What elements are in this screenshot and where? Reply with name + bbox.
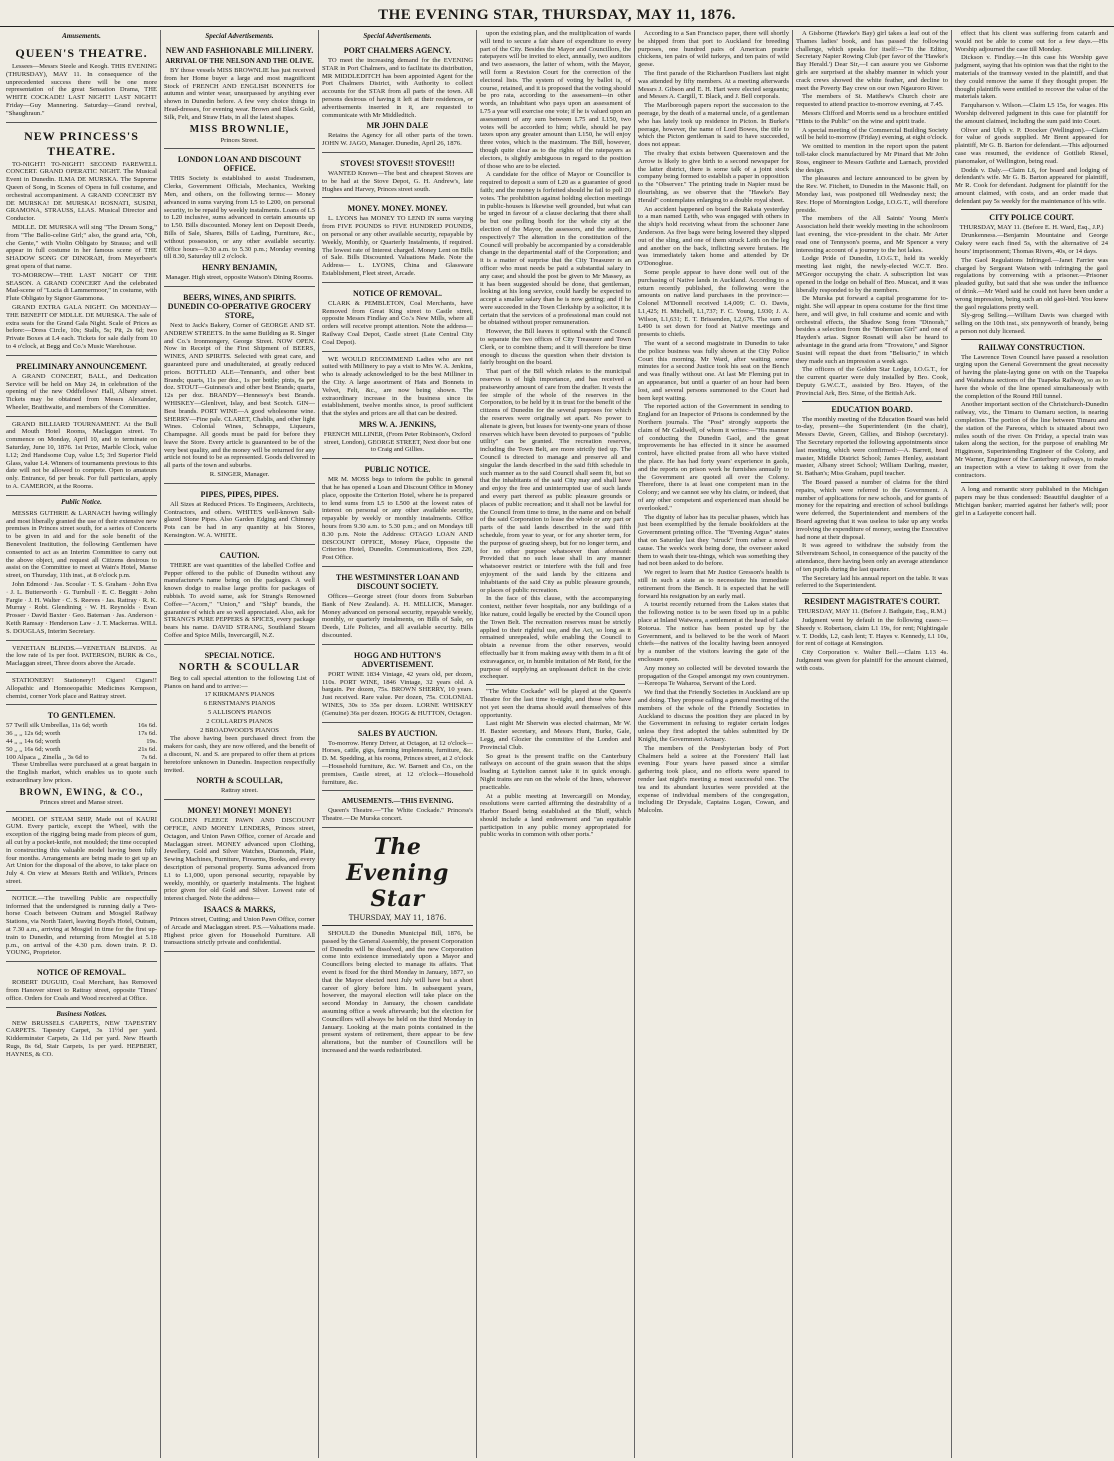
advert-blinds [6,643,157,673]
advert-title: MONEY! MONEY! MONEY! [187,806,292,816]
advertiser-name: HENRY BENJAMIN, [202,263,277,273]
advertiser-name: ISAACS & MARKS, [203,904,276,914]
price-label: 57 Twill silk Umbrellas, 11s 6d; worth [6,722,108,730]
price-label: 36 ,, ,, 12s 6d; worth [6,730,61,738]
price-value: 21s 6d. [137,745,157,753]
advertiser-name: MR JOHN DALE [366,121,429,131]
report-paragraph: The Board passed a number of claims for the third repairs, which were referred to the Government. A number of applications for new schools, and for grants of money for the repairing and erection of school buildings were deferred, the Superintendent and members of the Board agreeing that it was useless to take up any works involving the expenditure of money, seeing the Executive had none at their disposal. [796,479,948,541]
advert-title: PIPES, PIPES, PIPES. [200,489,279,499]
advert-title: PRELIMINARY ANNOUNCEMENT. [16,361,147,371]
advert-westminster [322,569,473,645]
advert-title: NEW AND FASHIONABLE MILLINERY. [165,46,314,55]
section-heading: Special Advertisements. [205,32,274,40]
price-label: 44 ,, ,, 14s 6d; worth [6,737,61,745]
advert-body: Next to Jack's Bakery, Corner of GEORGE AND ST. ANDREW STREETS. In the same Building as R. Singer and Co.'s Ironmongery, George Street. NOW OPEN. Now in Receipt of the First Shipment of BEERS, WINES, AND SPIRITS. Selected with great care, and guaranteed pure and unadulterated, at greatly reduced prices. BOTTLED ALE—Tennant's, and other best Brands; quarts, 11s per doz., 1s per bottle; pints, 6s per doz. STOUT—Guinness's and other best Brands; quarts, 12s per doz. BRANDY—Hennessy's best Brands. WHISKEY—Glenlivet, Islay, and best Scotch. GIN—Best brands. PORT WINE—A good wholesome wine. SHERRY—Fine pale. CLARET, Chablis, and other light Wines. Colonial Wines, Schnapps, Liqueurs, Champagne. All goods must be paid for before they leave the Store. Every article is guaranteed to be of the very best quality, and the money will be returned for any article not found to be as represented. Goods delivered in all parts of the town and suburbs. [164,321,315,470]
section-heading: Business Notices. [56,1009,107,1018]
price-label: 50 ,, ,, 16s 6d; worth [6,745,61,753]
advert-title: NOTICE OF REMOVAL. [36,968,127,978]
report-paragraph: City Corporation v. Walter Bell.—Claim L13 4s. Judgment was given for plaintiff for the amount claimed, with costs. [796,649,948,672]
news-item: The members of the Presbyterian body of Port Chalmers held a soiree at the Foresters' Hall last evening. Four years have passed since a similar gathering took place, and no efforts were spared to render last night's meeting a most successful one. The tea and its abundant luxuries were provided at the expense of individual members of the congregation, including Dr Drysdale, Captains Logan, Cowan, and Malcolm. [638,744,789,815]
section-heading: Special Advertisements. [363,32,432,40]
divider [486,684,625,685]
advert-moss [322,461,473,567]
report-paragraph: The Gaol Regulations Infringed.—Janet Farrier was charged by Sergeant Watson with infringing the gaol regulations by conversing with a prisoner.—Prisoner pleaded guilty, but said that she was under the influence of drink.—Mr Ward said he could not have been under a wrong impression, being such an old gaol-bird. You knew the gaol regulations pretty well. [955,256,1108,311]
price-row [6,722,157,730]
advert-body: Lessees—Messrs Steele and Keogh. THIS EVENING (THURSDAY), MAY 11. In consequence of the unprecedented success there will be one more representation of the great Sensation Drama, THE WHITE COCKADE! LAST NIGHT! LAST NIGHT! Friday—Guy Mannering. Saturday—Grand revival, "Shaughraun." [6,63,157,117]
advert-title: AMUSEMENTS.—THIS EVENING. [341,797,454,806]
advertiser-address: FRENCH MILLINER, (From Peter Robinson's, Oxford street, London), GEORGE STREET, Next door but one to Craig and Gillies. [323,430,472,454]
divider [961,482,1102,483]
news-item: We find that the Friendly Societies in Auckland are up and doing. They propose calling a general meeting of the members of the whole of the Friendly Societies in Auckland to discuss the position they are placed in by the Government in refusing to register certain lodges unless they first adopted the tables submitted by Dr Knight, the Government Actuary. [638,689,789,743]
advert-body: TO-NIGHT! TO-NIGHT! SECOND FAREWELL CONCERT. GRAND OPERATIC NIGHT. The Musical Event in Dunedin. ILMA DE MURSKA. The Supreme Queen of Song, in Scenes of Opera in full costume, and orchestral accompaniment. A GRAND CONCERT BY DE MURSKA! DE MURSKA! ROSNATI, SUSINI, GRAMONA, STRAUSS, LLAS. Musical Director and Conductor. [6,160,157,223]
news-item: The dignity of labor has its peculiar phases, which has just been exemplified by the female bookfolders at the Government printing office. The "Evening Argus" states that on Saturday last they "struck" from rather a novel cause. The week's work being done, the overseer asked them to wash their tea-things, which was something they had not been asked to do before. [638,513,789,568]
price-value: 19s. [146,737,157,745]
price-value: 17s 6d. [137,730,157,738]
news-item: A special meeting of the Commercial Building Society will be held to-morrow (Friday) evening, at eight o'clock. [796,126,948,142]
advertiser-name: NORTH & SCOULLAR [178,661,301,673]
news-item: So great is the present traffic on the Canterbury railways on account of the grain season that the ships loading at Lyttelton cannot take it in quick enough. Night trains are run on the whole of the lines, wherever practicable. [480,752,631,791]
court-subheading: THURSDAY, MAY 11. (Before J. Bathgate, Esq., R.M.) [797,608,947,616]
news-item: De Murska put forward a capital programme for to-night. She will appear in opera costume for the first time here, and will give, in full costume and scenic and with orchestral effects, the Shadow Song from "Dinorah," besides a selection from the "Bohemian Girl" and one of Hayden's arias. Signor Rosnati will also be heard to advantage in the grand aria from "Trovatore," and Signor Susini will repeat the duet from "Belisario," in which they made such an impression a week ago. [796,295,948,365]
advert-body: MODEL OF STEAM SHIP, Made out of KAURI GUM. Every particle, except the Wheel, with the exception of the rigging being made from pieces of gum, all cut by a pocket-knife, not moulded; the time occupied in constructing this valuable model having been fully four months. Arrangements are being made to get up an Art Union for the disposal of the above, to take place on July 4. On view at Messrs Reith and Wilkie's, Princes street. [6,815,157,885]
editorial-paragraph: In the face of this clause, with the accompanying context, neither fever hospitals, nor any buildings of a like nature, could legally be erected by the Council upon the Town Belt. The recreation reserves must be strictly applied to their rightful use, and the Act, so long as it remained unrepealed, while enabling the Council to obtain a revenue from the other reserves, would effectually bar it from making away with them in a fit of extravagance, or, in humble imitation of Mr Reid, for the purpose of supplying an unpleasant deficit in the civic exchequer. [480,595,631,681]
advert-body: BY those vessels MISS BROWNLIE has just received from her Home buyer a large and most magnificent Stock of FRENCH AND ENGLISH BONNETS for autumn and winter wear, unsurpassed by anything ever shown in Dunedin before. A few very choice things in Head-dresses, for evening wear. Brown and Black Gold, Silk, Felt, and Straw Hats, in all the latest shapes. [164,67,315,121]
advert-pipes [164,486,315,545]
advert-body: MR M. MOSS begs to inform the public in general that he has opened a Loan and Discount Office in Money place, opposite the Criterion Hotel, where he is prepared to lend sums from L5 to L500 at the lowest rates of interest on personal or any other available security, repayable by weekly or monthly instalments. Office hours from 9.30 a.m. to 5.30 p.m.; and on Mondays till 8.30 p.m. Note the Address: OTAGO LOAN AND DISCOUNT OFFICE, Money Place, Opposite the Criterion Hotel, Dunedin. Communications, Box 220, Post Office. [322,476,473,562]
advert-body: L. LYONS has MONEY TO LEND IN sums varying from FIVE POUNDS to FIVE HUNDRED POUNDS, on personal or any other available security, repayable by Weekly, Monthly, or Quarterly Instalments, if required. The lowest rate of Interest charged. Money Lent on Bills of Sale. Bills Discounted. Valuations Made. Note the Address— L. LYONS, China and Glassware Establishment, Fleet street, Arcade. [322,215,473,277]
news-item: The reported action of the Government in sending to England for an Inspector of Prisons is condemned by the Northern journals. The "Post" strongly supports the claim of Mr Caldwell, of whom it writes:—"His manner of conducting the Dunedin Gaol, and the great improvements he has effected in it since he assumed control, have elicited praise from all who have visited the place. He has had forty years' experience in gaols, and the reports on prison work he furnishes annually to the Government are quoted all over the Colony. Therefore, there is at least one competent man in the Colony; and we cannot see why his claim, or indeed, that of any other competent and experienced man should be overlooked." [638,403,789,512]
advert-body: STATIONERY! Stationery!! Cigars! Cigars!! Allopathic and Homoeopathic Medicines Kempson, chemist, corner York place and Rattray street. [6,677,157,700]
news-item: Any money so collected will be devoted towards the propagation of the Gospel amongst my own countrymen.—Kereopa Te Waharoa, Servant of the Lord. [638,664,789,688]
report-paragraph: It was agreed to withdraw the subsidy from the Silverstream School, in consequence of the paucity of the attendance, there having been only an average attendance of ten pupils during the last quarter. [796,542,948,573]
advert-body: All Sizes at Reduced Prices. To Engineers, Architects, Contractors, and others. WHITE'S well-known Salt-glazed Stone Pipes. Also Garden Edging and Chimney Pots can be had in any quantity at his Stores, Kensington. W. A. WHITE. [164,500,315,540]
column-1 [3,30,161,1458]
advert-billiards [6,419,157,496]
advert-body: The above having been purchased direct from the makers for cash, they are now offered, and the benefit of a discount, N. and S. are prepared to offer them at prices heretofore unknown in Dunedin. Inspection respectfully invited. [164,735,315,774]
advert-body: TO meet the increasing demand for the EVENING STAR in Port Chalmers, and to facilitate its distribution, MR MIDDLEDITCH has been appointed Agent for the Port Chalmers District, with Authority to collect accounts for the STAR from all parts of the town. All persons desirous of having it left at their residences, or advertisements inserted in it, are requested to communicate with Mr Middleditch. [322,57,473,119]
advert-body: MDLLE. DE MURSKA will sing "The Dream Song," from "The Ballo-celine Girl;" also, the grand aria, "Oh, che Gente," with Violin Obligato by Strauss; and will appear in full costume in her famous scene of THE SHADOW SONG OF DINORAH, from Meyerbeer's great opera of that name. [6,223,157,270]
column-4 [477,30,635,1458]
news-item: The members of the All Saints' Young Men's Association held their weekly meeting in the schoolroom last evening, the vice-president in the chair. Mr Arter read one of Tennyson's poems, and Mr Spencer a very interesting account of a journey to the hot lakes. [796,215,948,254]
price-row [6,738,157,746]
advert-body: GRAND EXTRA GALA NIGHT. On MONDAY—THE BENEFIT OF MDLLE. DE MURSKA. The sale of extra seats for the Grand Gala Night. Scale of Prices as before:—Dress Circle, 10s; Stalls, 5s; Pit, 2s 6d; two Private Boxes at L4 each. Tickets for sale daily from 10 to 4 o'clock, at Begg and Co.'s Music Warehouse. [6,303,157,350]
advert-model-ship [6,814,157,891]
advert-removal [6,964,157,1007]
editorial-paragraph: A candidate for the office of Mayor or Councillor is required to deposit a sum of L20 as a guarantee of good faith; and the money is forfeited should he fail to poll 20 votes. The prohibition against holding election meetings in public-houses is likewise well grounded, but what can be urged in favour of a clause declaring that there shall be but one polling booth for the whole city at the election of the Mayor, the assessors, and the auditors, respectively? The alteration in the constitution of the Council will probably be accompanied by a considerable change in the departmental staff of the Corporation; and it is a matter of surprise that the City Treasurer is an officer who must needs be paid a substantial salary in any case; and should the post be given to Mr Massey, as it has been suggested should be done, that gentleman, looking at his long service, could hardly be expected to accept a smaller salary than he is now getting; and if he were succeeded in the Town Clerkship by a solicitor, it is certain that the services of a professional man could not be obtained without proper remuneration. [480,171,631,327]
advert-body: THERE are vast quantities of the labelled Coffee and Pepper offered to the public of Dunedin without any manufacturer's name being on the packages. A well known dodge to realise large profits for packages of rubbish. To avoid same, ask for Strang's Renowned Coffee—"Acorn," "Union," and "Ship" brands, the guarantee of which are so well appreciated. Also, ask for STRANG'S PURE PEPPERS & SPICES, every package bears his name. DAVID STRANG, Southland Steam Coffee and Spice Mills, Invercargill, N.Z. [164,561,315,640]
advert-title: THE WESTMINSTER LOAN AND DISCOUNT SOCIETY. [335,573,460,592]
divider [802,401,942,402]
section-heading: RAILWAY CONSTRUCTION. [978,342,1085,352]
news-item: The rivalry that exists between Queenstown and the Arrow is likely to give birth to a second newspaper for the latter district, there is some talk of a joint stock company being formed to establish a paper in opposition to the "Observer." The printing trade in Napier must be flourishing, as we observe that the "Hawke's Bay Herald" contemplates enlarging to a double royal sheet. [638,149,789,204]
piano-item: 6 ERNSTMAN'S PIANOS [203,700,276,708]
advert-body: These Umbrellas were purchased at a great bargain in the English market, which enables us to quote such extraordinary low prices. [6,761,157,784]
advert-body: MESSRS GUTHRIE & LARNACH having willingly and most liberally granted the use of their extensive new premises in Princes street south, for a series of Concerts to be given in aid and for the sole benefit of the Benevolent Institution, the following Gentlemen have consented to act as an Interim Committee to carry out the above object, and request all Citizens desirous to assist on the Committee to meet at Wain's Hotel, Manse street, on Thursday, 11th inst., at 8 o'clock p.m. [6,509,157,580]
advert-body: ROBERT DUGUID, Coal Merchant, has Removed from Hanover street to Rattray street, opposite 'Times' office. Orders for Coals and Wood received at Office. [6,979,157,1002]
advert-body: A GRAND CONCERT, BALL, and Dedication Service will be held on May 24, in celebration of the opening of the new Oddfellows' Hall, Albany street. Tickets may be obtained from Messrs Alexander, Wheeler, Braithwaite, and members of the Committee. [6,372,157,411]
advert-title: STOVES! STOVES!! STOVES!!! [340,158,455,168]
advert-title: PORT CHALMERS AGENCY. [343,46,452,55]
advertiser-name: BROWN, EWING, & CO., [19,786,144,797]
advertiser-address: Princes street and Manse street. [39,798,124,806]
advert-body: VENETIAN BLINDS.—VENETIAN BLINDS. At the low rate of 1s per foot. PATERSON, BURK & Co., Maclaggan street, Three doors above the Arcade. [6,644,157,668]
advert-title: PUBLIC NOTICE. [364,465,431,475]
news-item: The first parade of the Richardson Fusiliers last night was attended by fifty members. At a meeting afterwards Messrs J. Gibson and E. H. Hart were elected sergeants; and Messrs A. Cargill, T. Black, and J. Bell corporals. [638,69,789,101]
advert-title: TO GENTLEMEN. [47,711,116,721]
section-heading: RESIDENT MAGISTRATE'S COURT. [804,597,940,607]
news-item: "The White Cockade" will be played at the Queen's Theatre for the last time to-night, and those who have not yet seen the drama should avail themselves of this opportunity. [480,688,631,719]
column-6 [793,30,952,1458]
advert-body: TO-MORROW—THE LAST NIGHT OF THE SEASON. A GRAND CONCERT And the celebrated Mad-scene of "Lucia di Lammermoor," in costume, with Flute Obligato by Signor Giammona. [6,271,157,303]
advertiser-address: Princes Street. [220,136,259,144]
amusements-listing [322,793,473,828]
advert-stationery [6,675,157,705]
newspaper-title: The Evening Star [346,833,449,912]
advertiser-name: MISS BROWNLIE, [189,123,290,135]
news-item: Messrs Clifford and Morris send us a brochure entitled "Hints to the Public" on the wine and spirit trade. [796,109,948,125]
advert-money [322,200,473,282]
news-item: The members of St. Matthew's Church choir are requested to attend practice to-morrow evening, at 7.45. [796,93,948,109]
section-heading: Public Notice. [61,497,102,506]
advertiser-address: Manager. High street, opposite Watson's Dining Rooms. [165,274,314,282]
section-heading: Amusements. [62,32,101,40]
section-heading: EDUCATION BOARD. [831,404,913,414]
advert-body: WANTED Known—The best and cheapest Stoves are to be had at the Stove Depot, G. H. Andrew's, late Hughes and Harvey, Princes street south. [322,169,473,193]
advert-title: BEERS, WINES, AND SPIRITS. DUNEDIN CO-OPERATIVE GROCERY STORE, [167,292,312,320]
editorial-paragraph: However, the Bill leaves it optional with the Council to separate the two offices of City Treasurer and Town Clerk, or to combine them; and it will therefore be time enough to discuss the question when their division is fairly brought on the board. [480,328,631,367]
news-item: The pleasures and lecture announced to be given by the Rev. W. Fitchett, to Dunedin in the Masonic Hall, on Monday last, was postponed till Wednesday next; the Rev. Hope of Mornington Lodge, I.O.G.T., will therefore preside. [796,175,948,214]
advert-title: HOGG AND HUTTON'S ADVERTISEMENT. [354,650,441,669]
advert-coal-removal [322,285,473,352]
advert-umbrellas [6,707,157,811]
price-row [6,754,157,762]
news-item: We omitted to mention in the report upon the patent toll-take clock manufactured by Mr Pinard that Mr John Ross, engineer to Messrs Guthrie and Larnach, provided the design. [796,143,948,174]
advertiser-name: NORTH & SCOULLAR, [196,776,283,786]
advert-title: CAUTION. [219,550,260,560]
advert-body: GOLDEN FLEECE PAWN AND DISCOUNT OFFICE, AND MONEY LENDERS, Princes street, Octagon, and Union Pawn Office, corner of Arcade and Maclaggan street. MONEY advanced upon Clothing, Jewellery, Gold and Silver Watches, Diamonds, Plate, Sewing Machines, Furniture, Firearms, Books, and every description of personal property. Sums advanced from L1 to L1,000, upon personal security, repayable by weekly, monthly, or quarterly instalments. The highest price given for old Gold and Silver. Lowest rate of interest charged. Note the address— [164,817,315,903]
advert-body: PORT WINE 1834 Vintage, 42 years old, per dozen, 110s. PORT WINE, 1846 Vintage, 32 years old. A bargain. Per dozen, 75s. BROWN SHERRY, 10 years. Just received. Rare value. Per dozen, 75s. COLONIAL WINES, 30s to 35s per dozen. LORNE WHISKEY (Genuine) 36s per dozen. HOGG & HUTTON, Octagon. [322,670,473,717]
editorial-paragraph: That part of the Bill which relates to the municipal reserves is of high importance, and has received a praiseworthy amount of care from the drafter. It vests the fee simple of the whole of the reserves in the Corporation, to be held by it in trust for the benefit of the citizens of Dunedin for the several purposes for which the reserves were originally set apart. No power to alienate is given, but leases for twenty-one years of those reserves which have been devoted to purposes of "public utility" can be granted. The recreation reserves, including the Town Belt, are more strictly tied up. The Council is directed to manage and preserve all and singular the lands described in the said fifth schedule in such manner as to the said Council shall seem fit, but so that the inhabitants of the said City may and shall have and enjoy the free and uninterrupted use of such lands and every part thereof as public pleasure grounds or places of public recreation; and it shall not be lawful for the Council from time to time, in the name and on behalf of the said Corporation to lease the whole or any part or parts of the said lands described in the said fifth schedule, from year to year, or for any shorter term, for the purpose of grazing sheep, but for no longer term, and for no other purpose whatsoever than aforesaid: Provided that no such lease shall in any manner whatsoever restrict or interfere with the full and free enjoyment of the said lands by the citizens and inhabitants of the said City as public pleasure grounds, or places of public recreation. [480,368,631,594]
news-item: A Gisborne (Hawke's Bay) girl takes a leaf out of the Thames ladies' book, and has passed the following challenge, which speaks for itself:—"To the Editor, Secretary Napier Rowing Club (per favor of the 'Hawke's Bay Herald.') Dear Sir,—I can assure you we Gisborne girls are surprised at the shabby manner in which your crack crews showed the white feather, and decline to meet the Poverty Bay crew on our own Ngauroro River. [796,30,948,92]
editorial-paragraph: SHOULD the Dunedin Municipal Bill, 1876, be passed by the General Assembly, the present Corporation of Dunedin will be dissolved, and the new Corporation come into existence immediately upon a Mayor and Councillors being elected to manage its affairs. That event is fixed for the third Monday in January, 1877, so that the Mayor elected next July will have but a short career of glory before him. In subsequent years, however, the mayoral election will take place on the second Monday in January, the chosen candidate assuming office a week afterwards; but the election for Councillors will always be held on the third Monday in January. Looking at the main points contained in the present system of retirement, there appear to be few alterations, but the number of Councillors will be increased and the wards redistributed. [322,929,473,1054]
news-item: An accident happened on board the Rakaia yesterday to a man named Leith, who was engaged with others in the ship's hold receiving wheat from the schooner Jane Anderson. As five bags were being lowered they slipped out of the sling, and one of them struck Leith on the leg and another on the back, inflicting severe bruises. He was immediately taken home and attended by Dr O'Donoghue. [638,205,789,268]
committee-names: John Edmond · Jas. Scoular · T. S. Graham · John Eva · J. L. Butterworth · G. Turnbull · E. C. Beggitt · John Fargie · J. H. Walter · C. S. Reeves · Jas. Rattray · R. K. Murray · Robt. Glendining · W. H. Reynolds · Evan Prosser · David Baxter · Geo. Bateman · Jas. Anderson · Keith Ramsay · Henderson Law · J. T. Mackerras. WILL S. DOUGLAS, Interim Secretary. [6,581,157,635]
news-item: According to a San Francisco paper, there will shortly be shipped from that port to Auckland for breeding purposes, one hundred pairs of American prairie chickens, ten pairs of wild turkeys, and ten pairs of wild geese. [638,30,789,69]
advert-body: NEW BRUSSELS CARPETS, NEW TAPESTRY CARPETS. Tapestry Carpet, 3s 11½d per yard. Kidderminster Carpets, 2s 11d per yard. New Hearth Rugs, 8s 6d, Stair Carpets, 1s per yard. HEPBERT, HAYNES, & CO. [6,1019,157,1058]
column-3 [319,30,477,1458]
report-paragraph: Dodds v. Daly.—Claim L6, for board and lodging of defendant's wife. Mr G. B. Barton appeared for plaintiff, Mr R. Cook for defendant. Judgment for plaintiff for the amount claimed, with costs, and an order made that defendant pay 5s weekly for the maintenance of his wife. [955,166,1108,205]
piano-item: 2 BROADWOOD'S PIANOS [200,726,279,734]
advert-body: To-morrow. Henry Driver, at Octagon, at 12 o'clock—Horses, cattle, gigs, farming implements, furniture, &c. D. M. Spedding, at his rooms, Princes street, at 2 o'clock—Household furniture, &c. W. Barnett and Co., on the premises, Castle street, at 12 o'clock—Household furniture, &c. [322,739,473,786]
columns [3,30,1111,1458]
column-5 [635,30,793,1458]
advert-pianos [164,647,315,800]
news-item: At a public meeting at Invercargill on Monday, resolutions were carried affirming the desirability of a Harbor Board being established at the Bluff, which should include a land endowment and "an equitable participation in any public money appropriated for public works in common with other ports." [480,792,631,839]
advert-title: NEW PRINCESS'S THEATRE. [24,128,139,158]
report-paragraph: effect that his client was suffering from catarrh and would not be able to come out for a few days.—His Worship adjourned the case till Monday. [955,30,1108,53]
editorial-paragraph: upon the existing plan, and the multiplication of wards will tend to secure a fair share of expenditure to every part of the City. Besides the Mayor and Councillors, the ratepayers will be invited to elect, annually, two auditors and two assessors, the latter of whom, with the Mayor, will form a Revision Court for the correction of the electoral lists. The system of voting by ballot is, of course, retained, and it is proposed that the voting should be pro rata, according to the assessment—in other words, an inhabitant who pays upon an assessment of L75 a year will exercise one vote; if he is valued upon an assessment of any sum between L75 and L150, two votes will be accorded to him; while, should he pay taxes upon any greater amount than L150, he will enjoy three votes, which is the maximum. The Bill, however, though quite clear as to the rights of the ratepayers as electors, is slightly ambiguous in regard to the position of those who are to be elected. [480,30,631,170]
advert-subtitle: ARRIVAL OF THE NELSON AND THE OLIVE. [165,57,314,65]
advert-princess-theatre [6,125,157,356]
report-paragraph: Drunkenness.—Benjamin Mountaine and George Oakey were each fined 5s, with the alternative of 24 hours' imprisonment; Thomas Rivers, 40s, or 14 days. [955,232,1108,255]
price-row [6,746,157,754]
report-paragraph: Dickson v. Findlay.—In this case his Worship gave judgment, saying that his opinion was that the right to the materials of the tramway vested in the plaintiff, and that they could remove the same if they thought proper. He thought plaintiffs were entitled to recover the value of the materials taken. [955,54,1108,101]
report-paragraph: The Lawrence Town Council have passed a resolution urging upon the General Government the great necessity of having the plate-laying gone on with on the Tuapeka and Waitahuna sections of the Tuapeka Railway, so as to have the whole of the line opened simultaneously with the completion of the Round Hill tunnel. [955,353,1108,400]
advert-title: QUEEN'S THEATRE. [15,46,148,60]
news-item: The want of a second magistrate in Dunedin to take the police business was fully shown at the City Police Court this morning. Mr Ward, after waiting some minutes for a second Justice took his seat on the Bench and was finally without one. At last Mr Fleming put in an appearance, but until a quarter of an hour had been lost, and several persons summoned to the Court had been kept waiting. [638,340,789,402]
news-item: Some people appear to have done well out of the purchasing of Native lands in Auckland. According to a return recently published, the following were the amounts on native land purchases in the province:— Colonel M'Donnell received L4,009; C. O. Davis, L1,425; H. Mitchell, L1,737; F. C. Young, L930; J. A. Wilson, L1,631; E. T. Brissenden, L2,676. The sum of L490 is set down for food at Native meetings and presents to chiefs. [638,268,789,339]
news-item: Last night Mr Sherwin was elected chairman, Mr W. H. Baxter secretary, and Messrs Hunt, Burke, Gale, Legg, and Glozier the committee of the London and Provincial Club. [480,720,631,751]
report-paragraph: Sly-grog Selling.—William Davis was charged with selling on the 10th inst., six pennyworth of brandy, being a person not duly licensed. [955,312,1108,335]
advert-body: THIS Society is established to assist Tradesmen, Clerks, Government Officials, Mechanics, Working Men, and others, on the following terms:— Money advanced in sums varying from L5 to L200, on personal security, to be repaid by weekly instalments. Loans of L5 to L20 inclusive, sums advanced in certain amounts up to L50. Bills discounted. Money lent on Deposit Deeds, Bills of Sale, Shares, Bills of Lading, Furniture, &c., without possession, or any other available security. Office hours—9.30 a.m. to 5.30 p.m.; Monday evening till 8.30, Saturday till 2 o'clock. [164,175,316,261]
advert-body: WE WOULD RECOMMEND Ladies who are not suited with Millinery to pay a visit to Mrs W. A. Jenkins, who is already acknowledged to be the best Milliner in the City. A large assortment of Hats and Bonnets in Velvet, Felt, &c., are now being shown. The extraordinary increase in the business since its establishment, twelve months since, is proof sufficient that the styles and prices are all that can be desired. [322,355,473,418]
advert-body: CLARK & PEMBLETON, Coal Merchants, have Removed from Great King street to Castle street, opposite Messrs Findlay and Co.'s New Mills, where all orders will receive prompt attention. Note the address— Railway Coal Depot, Castle street (Late Central City Coal Depot). [322,299,473,346]
advert-loan-office [164,151,315,287]
issue-date: THURSDAY, MAY 11, 1876. [322,914,473,926]
divider [802,593,942,594]
report-paragraph: Oliver and Ulph v. P. Doocker (Wellington).—Claim for value of goods supplied. Mr Brent appeared for plaintiff, Mr G. B. Barton for defendant.—This adjourned case was resumed, the evidence of Gottlieb Riesel, pianomaker, of Wellington, being read. [955,126,1108,165]
news-item: Lodge Pride of Dunedin, I.O.G.T., held its weekly meeting last night, the newly-elected W.C.T. Bro. M'Gregor occupying the chair. A subscription list was opened in the lodge on behalf of Bro. Muscat, and it was liberally responded to by the members. [796,255,948,294]
advertiser-address: Rattray street. [221,787,258,795]
advert-millinery [164,42,315,149]
court-subheading: THURSDAY, MAY 11. (Before E. H. Ward, Esq., J.P.) [959,223,1104,231]
report-paragraph: Judgment went by default in the following cases:—Sheedy v. Robertson, claim L1 19s, for rent; Nightingale v. T. Dodds, L2, cash lent; T. Hayes v. Kennedy, L1 10s, for rent of cottage at Kensington. [796,616,948,648]
divider [961,339,1102,340]
advert-body: Queen's Theatre.—"The White Cockade." Princess's Theatre.—De Murska concert. [322,807,473,823]
advert-queens-theatre [6,42,157,123]
advert-body: Beg to call special attention to the following List of Pianos on hand and to arrive:— [164,674,315,690]
advert-body: Retains the Agency for all other parts of the town. JOHN W. JAGO, Manager. Dunedin, April 26, 1876. [322,132,473,148]
piano-item: 17 KIRKMAN'S PIANOS [204,691,275,699]
advertiser-name: R. SINGER, Manager. [209,471,270,479]
page-header [0,0,1114,27]
advert-grocery [164,289,315,484]
advert-pawn-office [164,802,315,952]
advert-jenkins [322,354,473,460]
price-value: 16s 6d. [137,722,157,730]
report-paragraph: The Secretary laid his annual report on the table. It was referred to the Superintendent. [796,574,948,590]
advert-title: MONEY. MONEY. MONEY. [347,204,448,214]
advert-title: NOTICE OF REMOVAL. [352,288,443,298]
advertiser-name: MRS W. A. JENKINS, [359,419,436,429]
advert-title: LONDON LOAN AND DISCOUNT OFFICE. [177,155,302,174]
report-paragraph: The monthly meeting of the Education Board was held to-day, present—the Superintendent (in the chair), Messrs Davie, Green, Gillies, and Bishop (secretary). The Secretary reported the following appointments since last meeting, which were confirmed:—A. Barrett, head master, Middle District School; James Henley, assistant master, Albany street School; William Darling, master, St. Bathan's; Miss Graham, pupil teacher. [796,415,948,478]
column-2 [161,30,319,1458]
price-label: 100 Alpaca ,, Zinella ,, 3s 6d to [6,753,89,761]
news-item: A tourist recently returned from the Lakes states that the following notice is to be seen fixed up in a public place at Inland Waiwera, a settlement at the head of Lake Rotorua. The notice has been posted up by the Government, and is believed to be the work of Maori chiefs—the natives of the locality having been annoyed by a number of the visitors leaving the gate of the enclosure open. [638,601,789,663]
advert-stoves [322,155,473,198]
price-value: 7s 6d. [141,753,157,761]
price-row [6,730,157,738]
advert-caution [164,547,315,645]
sales-by-auction [322,725,473,792]
section-heading: CITY POLICE COURT. [989,212,1074,222]
advert-body: NOTICE.—The travelling Public are respectfully informed that the undersigned is running daily a Two-horse Coach between Outram and Mosgiel Railway Stations, via North Taieri, leaving Boyd's Hotel, Outram, at 7.30 a.m., arriving at Mosgiel in time for the first up-train to Dunedin, and returning from Mosgiel at 5.18 p.m., on arrival of the 4.30 p.m. down train. P. D. YOUNG, Proprietor. [6,894,157,957]
advert-hogg-hutton [322,647,473,723]
masthead-title: THE EVENING STAR, THURSDAY, MAY 11, 1876. [378,7,736,23]
news-item: The officers of the Golden Star Lodge, I.O.G.T., for the current quarter were duly installed by Bro. Cook, Deputy G.W.C.T., assisted by Bro. Hayes, of the Provincial Ark, Bro. Sime, of the British Ark. [796,366,948,397]
divider [961,209,1102,210]
column-7 [952,30,1111,1458]
piano-item: 2 COLLARD'S PIANOS [206,717,273,725]
advert-title: SALES BY AUCTION. [357,728,438,738]
advert-port-chalmers [322,42,473,153]
advert-body: GRAND BILLIARD TOURNAMENT. At the Bull and Mouth Hotel Rooms, Maclaggan street. To commence on Monday, April 10, and to terminate on Saturday, June 10, 1876. 1st Prize, Marble Clock, value L12; 2nd Handsome Cup, value L5; 3rd Superior Field Glass, value L4. Winners of tournaments previous to this date will not be allowed to compete. Open to amateurs only. Entrance, 6d per break. For full particulars, apply to A. CAMERON, at the Rooms. [6,420,157,491]
advert-coach [6,893,157,962]
piano-item: 5 ALLISON'S PIANOS [207,709,272,717]
news-item: A long and romantic story published in the Michigan papers may be thus condensed: Beautiful daughter of a Michigan banker; married against her father's will; poor girl in a Lafayette concert hall. [955,486,1108,517]
news-item: We regret to learn that Mr Justice Gresson's health is still in such a state as to necessitate his immediate retirement from the Bench. It is expected that he will forward his resignation by an early mail. [638,569,789,600]
report-paragraph: Another important section of the Christchurch-Dunedin railway, viz., the Timaru to Oamaru section, is nearing completion. The portion of the line between Timaru and the station of the Pareora, which is situated about two miles south of the river. On Friday, a special train was taken along the section, for the purpose of enabling Mr Higginson, Superintending Engineer of the Colony, and Mr Warner, Engineer of the Canterbury railways, to make an inspection with a view to taking it over from the contractors. [955,401,1108,479]
advert-body: Offices—George street (four doors from Suburban Bank of New Zealand). A. H. MELLICK, Manager. Money advanced on personal security, repayable weekly, monthly, or quarterly instalments, on Bills of Sale, on Deeds, Life Policies, and all available security. Bills discounted. [322,593,473,640]
report-paragraph: Farquharson v. Wilson.—Claim L5 15s, for wages. His Worship delivered judgment in this case for plaintiff for the amount claimed, including the sum paid into Court. [955,102,1108,125]
advert-body: Princes street, Cutting; and Union Pawn Office, corner of Arcade and Maclaggan street. P.S.—Valuations made. Highest price given for Household Furniture. All transactions strictly private and confidential. [164,915,315,947]
advert-title: SPECIAL NOTICE. [204,650,275,660]
news-item: The Marlborough papers report the succession to the peerage, by the death of a maternal uncle, of a gentleman who has lately took up residence in Picton. In Burke's peerage, however, the name of Lord Bowes, the title to which the Picton gentleman is said to have succeeded, does not appear. [638,102,789,149]
advert-concert [6,358,157,417]
advert-public-notice [6,508,157,641]
